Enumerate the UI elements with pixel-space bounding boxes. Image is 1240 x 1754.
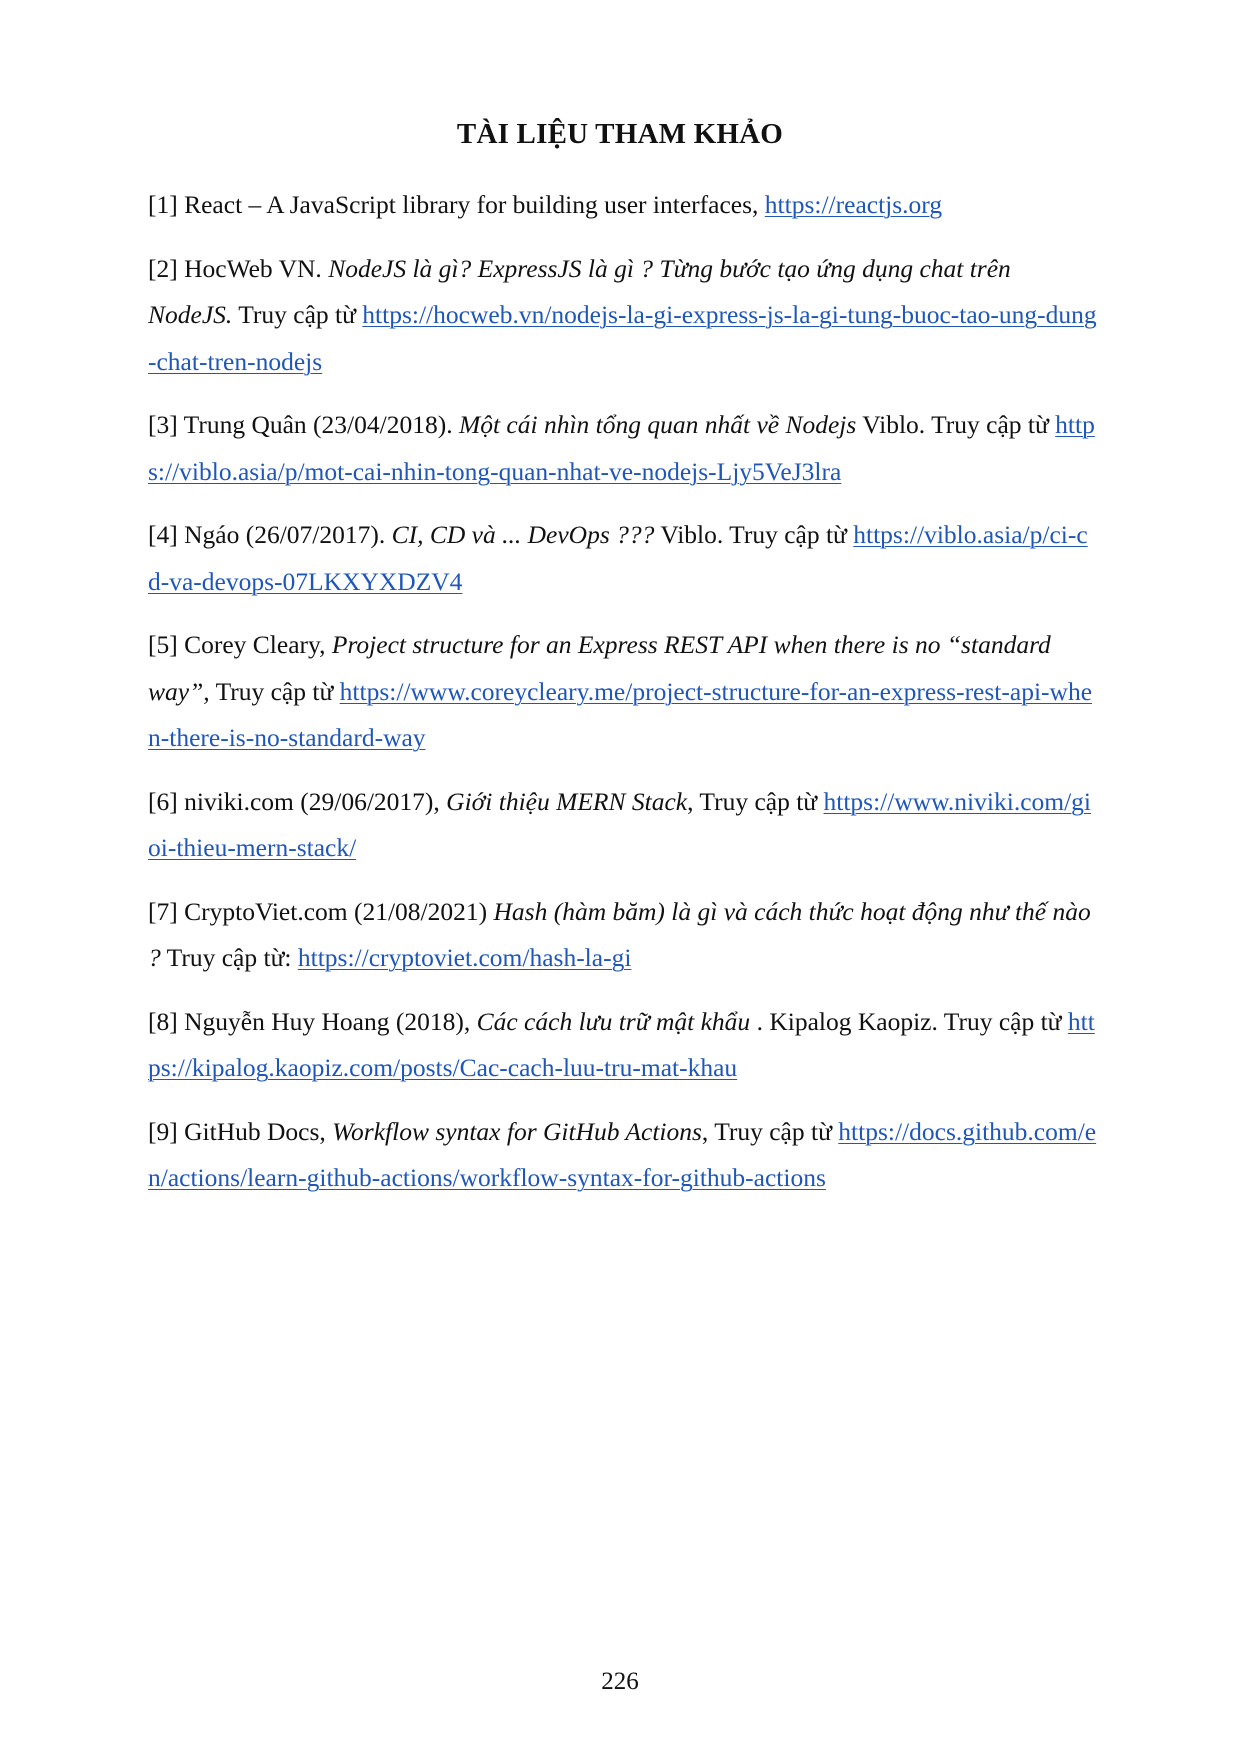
reference-item-6 xyxy=(148,779,1098,872)
reference-item-2 xyxy=(148,246,1098,386)
reference-item-5 xyxy=(148,622,1098,762)
reference-item-4 xyxy=(148,512,1098,605)
reference-text: Corey Cleary, xyxy=(184,630,326,659)
reference-access-text: , Truy cập từ xyxy=(701,1116,832,1146)
reference-title: Project structure for an Express REST API when there is no “standard way”, xyxy=(148,630,1051,706)
reference-number: [9] xyxy=(148,1116,178,1146)
reference-number: [7] xyxy=(148,896,178,926)
reference-link[interactable]: https://cryptoviet.com/hash-la-gi xyxy=(297,943,632,972)
reference-title: CI, CD và ... DevOps ??? xyxy=(391,520,655,549)
reference-link[interactable]: https://viblo.asia/p/ci-cd-va-devops-07LKXYXDZV4 xyxy=(148,520,1088,596)
reference-text: Trung Quân (23/04/2018). xyxy=(183,410,453,439)
reference-title: Hash (hàm băm) là gì và cách thức hoạt động như thế nào ? xyxy=(148,896,1091,972)
reference-item-3 xyxy=(148,402,1098,495)
reference-access-text: . Kipalog Kaopiz. Truy cập từ xyxy=(756,1006,1062,1036)
reference-number: [6] xyxy=(148,786,178,816)
reference-item-1 xyxy=(148,182,1098,229)
reference-title: Giới thiệu MERN Stack xyxy=(446,786,688,816)
reference-link[interactable]: https://viblo.asia/p/mot-cai-nhin-tong-quan-nhat-ve-nodejs-Ljy5VeJ3lra xyxy=(148,410,1095,486)
reference-access-text: , Truy cập từ xyxy=(687,786,818,816)
reference-number: [1] xyxy=(148,190,178,219)
page-title: TÀI LIỆU THAM KHẢO xyxy=(456,118,784,150)
reference-item-7 xyxy=(148,889,1098,982)
reference-title: Các cách lưu trữ mật khẩu xyxy=(476,1006,751,1036)
reference-access-text: Truy cập từ: xyxy=(166,943,292,972)
reference-title: Workflow syntax for GitHub Actions xyxy=(332,1116,702,1146)
reference-text: niviki.com (29/06/2017), xyxy=(184,786,440,816)
reference-text: CryptoViet.com (21/08/2021) xyxy=(184,896,488,926)
reference-text: Nguyễn Huy Hoang (2018), xyxy=(184,1006,471,1036)
reference-text: Ngáo (26/07/2017). xyxy=(184,520,386,549)
reference-number: [2] xyxy=(148,253,178,283)
reference-number: [4] xyxy=(148,520,178,549)
reference-access-text: Viblo. Truy cập từ xyxy=(862,410,1049,439)
reference-list xyxy=(148,182,1098,1219)
reference-text: GitHub Docs, xyxy=(184,1116,326,1146)
reference-link[interactable]: https://www.coreycleary.me/project-structure-for-an-express-rest-api-when-there-is-no-standard-way xyxy=(148,676,1093,752)
reference-access-text: Truy cập từ xyxy=(215,676,334,706)
reference-link[interactable]: https://hocweb.vn/nodejs-la-gi-express-js-la-gi-tung-buoc-tao-ung-dung-chat-tren-nodejs xyxy=(148,300,1097,376)
reference-number: [8] xyxy=(148,1006,178,1036)
reference-access-text: Truy cập từ xyxy=(238,300,356,329)
reference-link[interactable]: https://reactjs.org xyxy=(764,190,943,219)
reference-item-8 xyxy=(148,999,1098,1092)
reference-access-text: Viblo. Truy cập từ xyxy=(660,520,847,549)
reference-number: [5] xyxy=(148,630,178,659)
reference-text: HocWeb VN. xyxy=(184,253,322,283)
reference-link[interactable]: https://kipalog.kaopiz.com/posts/Cac-cach-luu-tru-mat-khau xyxy=(148,1006,1095,1082)
page-number: 226 xyxy=(601,1668,639,1695)
reference-item-9 xyxy=(148,1109,1098,1202)
reference-link[interactable]: https://docs.github.com/en/actions/learn-github-actions/workflow-syntax-for-github-actions xyxy=(148,1116,1097,1192)
reference-number: [3] xyxy=(148,410,178,439)
reference-title: NodeJS là gì? ExpressJS là gì ? Từng bước tạo ứng dụng chat trên NodeJS. xyxy=(148,253,1011,329)
reference-title: Một cái nhìn tổng quan nhất về Nodejs xyxy=(458,410,857,439)
reference-text: React – A JavaScript library for building user interfaces, xyxy=(184,190,759,219)
reference-link[interactable]: https://www.niviki.com/gioi-thieu-mern-stack/ xyxy=(148,786,1092,862)
